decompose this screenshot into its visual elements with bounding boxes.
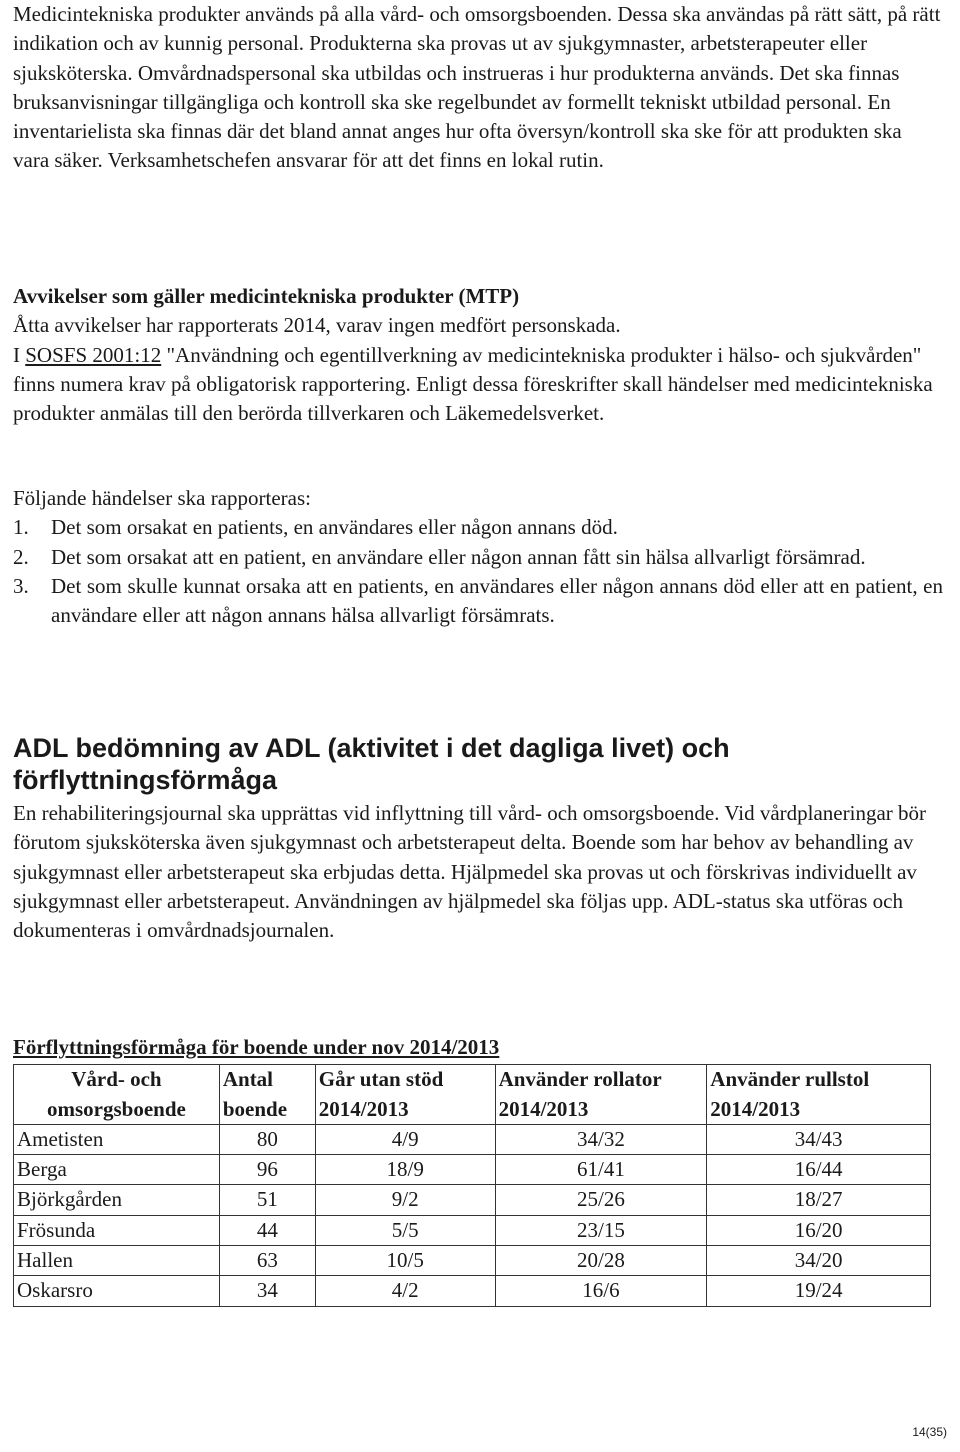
table-cell: 34 <box>219 1276 315 1306</box>
table-cell: Björkgården <box>14 1185 220 1215</box>
table-cell: 18/27 <box>707 1185 931 1215</box>
table-row <box>14 1215 931 1245</box>
header-line: omsorgsboende <box>47 1096 186 1121</box>
table-cell: 34/43 <box>707 1124 931 1154</box>
table-cell: 16/20 <box>707 1215 931 1245</box>
table-title: Förflyttningsförmåga för boende under nov 2014/2013 <box>13 1035 500 1059</box>
table-row <box>14 1185 931 1215</box>
table-cell: 4/9 <box>315 1124 495 1154</box>
table-row <box>14 1246 931 1276</box>
column-header-residents <box>219 1065 315 1125</box>
list-item-number: 1. <box>13 515 29 540</box>
header-line: Antal <box>222 1067 274 1092</box>
list-item <box>13 543 943 572</box>
table-cell: 16/6 <box>495 1276 707 1306</box>
table-cell: 5/5 <box>315 1215 495 1245</box>
list-item-number: 3. <box>13 573 29 598</box>
table-row <box>14 1124 931 1154</box>
mtp-section <box>13 282 943 428</box>
intro-section <box>13 0 943 176</box>
table-cell: 4/2 <box>315 1276 495 1306</box>
table-cell: Ametisten <box>14 1124 220 1154</box>
table-row <box>14 1155 931 1185</box>
header-line: 2014/2013 <box>498 1096 589 1121</box>
mobility-table-section <box>13 1033 948 1307</box>
table-cell: 19/24 <box>707 1276 931 1306</box>
table-cell: 16/44 <box>707 1155 931 1185</box>
list-item <box>13 572 943 631</box>
mtp-line1: Åtta avvikelser har rapporterats 2014, varav ingen medfört personskada. <box>13 313 621 338</box>
table-cell: Frösunda <box>14 1215 220 1245</box>
column-header-wheelchair <box>707 1065 931 1125</box>
page-number: 14(35) <box>912 1425 947 1439</box>
list-item-number: 2. <box>13 544 29 569</box>
table-cell: Hallen <box>14 1246 220 1276</box>
header-line: 2014/2013 <box>710 1096 801 1121</box>
table-header-row <box>14 1065 931 1125</box>
column-header-walks-unaided <box>315 1065 495 1125</box>
adl-section <box>13 732 943 945</box>
table-cell: 18/9 <box>315 1155 495 1185</box>
table-cell: 80 <box>219 1124 315 1154</box>
mtp-heading: Avvikelser som gäller medicintekniska produkter (MTP) <box>13 284 520 308</box>
mtp-post: "Användning och egentillverkning av medicintekniska produkter i hälso- och sjukvården" finns numera krav på obligatorisk rapportering. Enligt dessa föreskrifter skall händelser med medicintekniska produkter anmälas till den berörda tillverkaren och Läkemedelsverket. <box>13 342 933 426</box>
mtp-pre: I <box>13 342 26 367</box>
table-cell: 51 <box>219 1185 315 1215</box>
mtp-paragraph <box>13 341 943 429</box>
table-cell: 10/5 <box>315 1246 495 1276</box>
table-cell: 63 <box>219 1246 315 1276</box>
mobility-table <box>13 1064 931 1306</box>
reporting-section <box>13 484 943 630</box>
table-cell: 23/15 <box>495 1215 707 1245</box>
table-cell: Oskarsro <box>14 1276 220 1306</box>
reporting-list <box>13 513 943 630</box>
reporting-intro: Följande händelser ska rapporteras: <box>13 486 311 510</box>
table-cell: Berga <box>14 1155 220 1185</box>
header-line: Använder rullstol <box>710 1067 870 1092</box>
header-line: Går utan stöd <box>318 1067 444 1092</box>
table-cell: 25/26 <box>495 1185 707 1215</box>
table-cell: 96 <box>219 1155 315 1185</box>
sosfs-link[interactable]: SOSFS 2001:12 <box>25 342 162 367</box>
list-item-text: Det som orsakat att en patient, en användare eller någon annan fått sin hälsa allvarligt försämrad. <box>51 544 866 569</box>
list-item <box>13 513 943 542</box>
table-cell: 34/20 <box>707 1246 931 1276</box>
table-cell: 61/41 <box>495 1155 707 1185</box>
table-cell: 44 <box>219 1215 315 1245</box>
adl-paragraph: En rehabiliteringsjournal ska upprättas vid inflyttning till vård- och omsorgsboende. Vid vårdplaneringar bör förutom sjuksköterska även sjukgymnast och arbetsterapeut delta. Boende som har behov av behandling av sjukgymnast eller arbetsterapeut ska erbjudas detta. Hjälpmedel ska provas ut och förskrivas individuellt av sjukgymnast eller arbetsterapeut. Användningen av hjälpmedel ska följas upp. ADL-status ska utföras och dokumenteras i omvårdnadsjournalen. <box>13 801 927 943</box>
header-line: Vård- och <box>71 1067 162 1092</box>
header-line: 2014/2013 <box>318 1096 409 1121</box>
adl-heading: ADL bedömning av ADL (aktivitet i det dagliga livet) och förflyttningsförmåga <box>13 733 730 795</box>
header-line: Använder rollator <box>498 1067 662 1092</box>
list-item-text: Det som skulle kunnat orsaka att en patients, en användares eller någon annans död eller att en patient, en användare eller att någon annans hälsa allvarligt försämrats. <box>51 573 943 628</box>
table-cell: 34/32 <box>495 1124 707 1154</box>
column-header-facility <box>14 1065 220 1125</box>
column-header-rollator <box>495 1065 707 1125</box>
table-cell: 9/2 <box>315 1185 495 1215</box>
table-cell: 20/28 <box>495 1246 707 1276</box>
intro-paragraph: Medicintekniska produkter används på alla vård- och omsorgsboenden. Dessa ska användas på rätt sätt, på rätt indikation och av kunnig personal. Produkterna ska provas ut av sjukgymnaster, arbetsterapeuter eller sjuksköterska. Omvårdnadspersonal ska utbildas och instrueras i hur produkterna används. Det ska finnas bruksanvisningar tillgängliga och kontroll ska ske regelbundet av formellt tekniskt utbildad personal. En inventarielista ska finnas där det bland annat anges hur ofta översyn/kontroll ska ske för att produkten ska vara säker. Verksamhetschefen ansvarar för att det finns en lokal rutin. <box>13 2 941 173</box>
header-line: boende <box>222 1096 288 1121</box>
table-row <box>14 1276 931 1306</box>
list-item-text: Det som orsakat en patients, en användares eller någon annans död. <box>51 515 618 540</box>
